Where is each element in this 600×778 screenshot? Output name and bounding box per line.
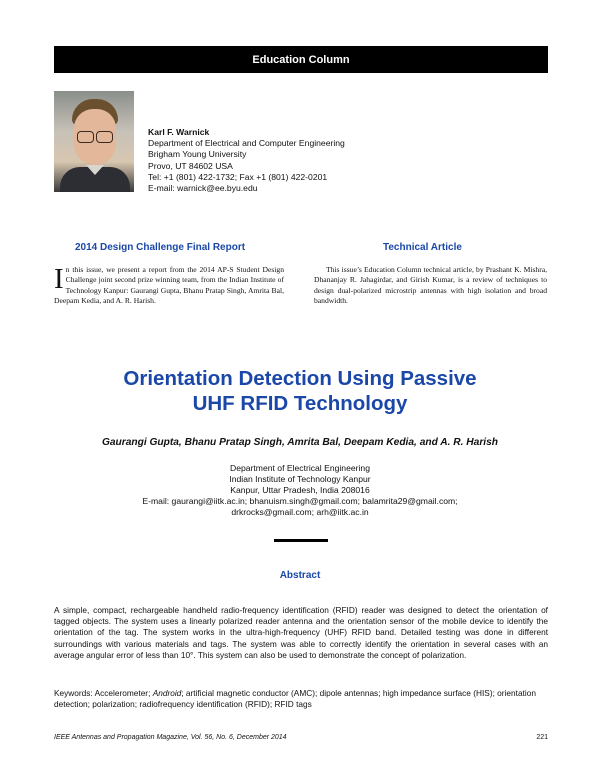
- design-challenge-body: n this issue, we present a report from the 2014 AP-S Student Design Challenge joint second prize winning team, from the Indian Institute of Technology Kanpur: Gaurangi Gupta, Bhanu Pratap Singh, Amrita Bal, Deepam Kedia, and A. R. Harish.: [54, 265, 284, 305]
- abstract-text: A simple, compact, rechargeable handheld radio-frequency identification (RFID) reader was designed to detect the orientation of tagged objects. The system uses a linearly polarized reader antenna and the orientation sensor of the mobile device to identify the orientation of the tag. The system works in the ultra-high-frequency (UHF) RFID band. Detailed testing was done in different surroundings with various materials and tags. The system was able to correctly identify the orientation in several cases with an average angular error of less than 10°. This system can also be used to demonstrate the concept of polarization.: [54, 605, 548, 660]
- footer-journal: IEEE Antennas and Propagation Magazine, Vol. 56, No. 6, December 2014: [54, 734, 287, 741]
- article-title-line-1: Orientation Detection Using Passive: [123, 367, 477, 390]
- affiliation-emails-1: E-mail: gaurangi@iitk.ac.in; bhanuism.singh@gmail.com; balamrita29@gmail.com;: [142, 496, 458, 506]
- author-email: E-mail: warnick@ee.byu.edu: [148, 183, 258, 194]
- drop-cap: I: [54, 263, 64, 295]
- author-university: Brigham Young University: [148, 149, 247, 160]
- technical-article-text: This issue’s Education Column technical article, by Prashant K. Mishra, Dhananjay R. Jahagirdar, and Girish Kumar, is a review of techniques to design dual-polarized microstrip antennas with high isolation and broad bandwidth.: [314, 265, 547, 305]
- section-divider: [274, 539, 328, 542]
- author-name: Karl F. Warnick: [148, 127, 210, 137]
- affiliation-institute: Indian Institute of Technology Kanpur: [229, 474, 371, 484]
- keywords-rest: ; artificial magnetic conductor (AMC); dipole antennas; high impedance surface (HIS); orientation detection; polarization; radiofrequency identification (RFID); RFID tags: [54, 688, 536, 710]
- author-info: [148, 127, 345, 194]
- abstract-heading: Abstract: [279, 570, 321, 581]
- article-title: [40, 366, 560, 416]
- affiliation-emails-2: drkrocks@gmail.com; arh@iitk.ac.in: [231, 507, 369, 517]
- affiliation-department: Department of Electrical Engineering: [230, 463, 370, 473]
- keywords-italic: Android: [152, 688, 182, 698]
- design-challenge-heading: 2014 Design Challenge Final Report: [75, 242, 246, 253]
- column-banner: [54, 46, 548, 73]
- author-address: Provo, UT 84602 USA: [148, 160, 233, 171]
- article-affiliation: [80, 463, 520, 518]
- author-photo: [54, 91, 134, 192]
- footer-page-number: 221: [536, 734, 548, 741]
- author-department: Department of Electrical and Computer Engineering: [148, 138, 345, 149]
- author-phone: Tel: +1 (801) 422-1732; Fax +1 (801) 422-0201: [148, 171, 328, 182]
- technical-article-heading: Technical Article: [383, 242, 462, 253]
- affiliation-location: Kanpur, Uttar Pradesh, India 208016: [230, 485, 370, 495]
- keywords-prefix: Keywords: Accelerometer;: [54, 688, 153, 698]
- column-title: Education Column: [252, 53, 350, 66]
- article-title-line-2: UHF RFID Technology: [192, 392, 408, 415]
- design-challenge-text: [54, 265, 284, 306]
- article-authors: Gaurangi Gupta, Bhanu Pratap Singh, Amrita Bal, Deepam Kedia, and A. R. Harish: [101, 437, 499, 448]
- keywords: [54, 688, 548, 710]
